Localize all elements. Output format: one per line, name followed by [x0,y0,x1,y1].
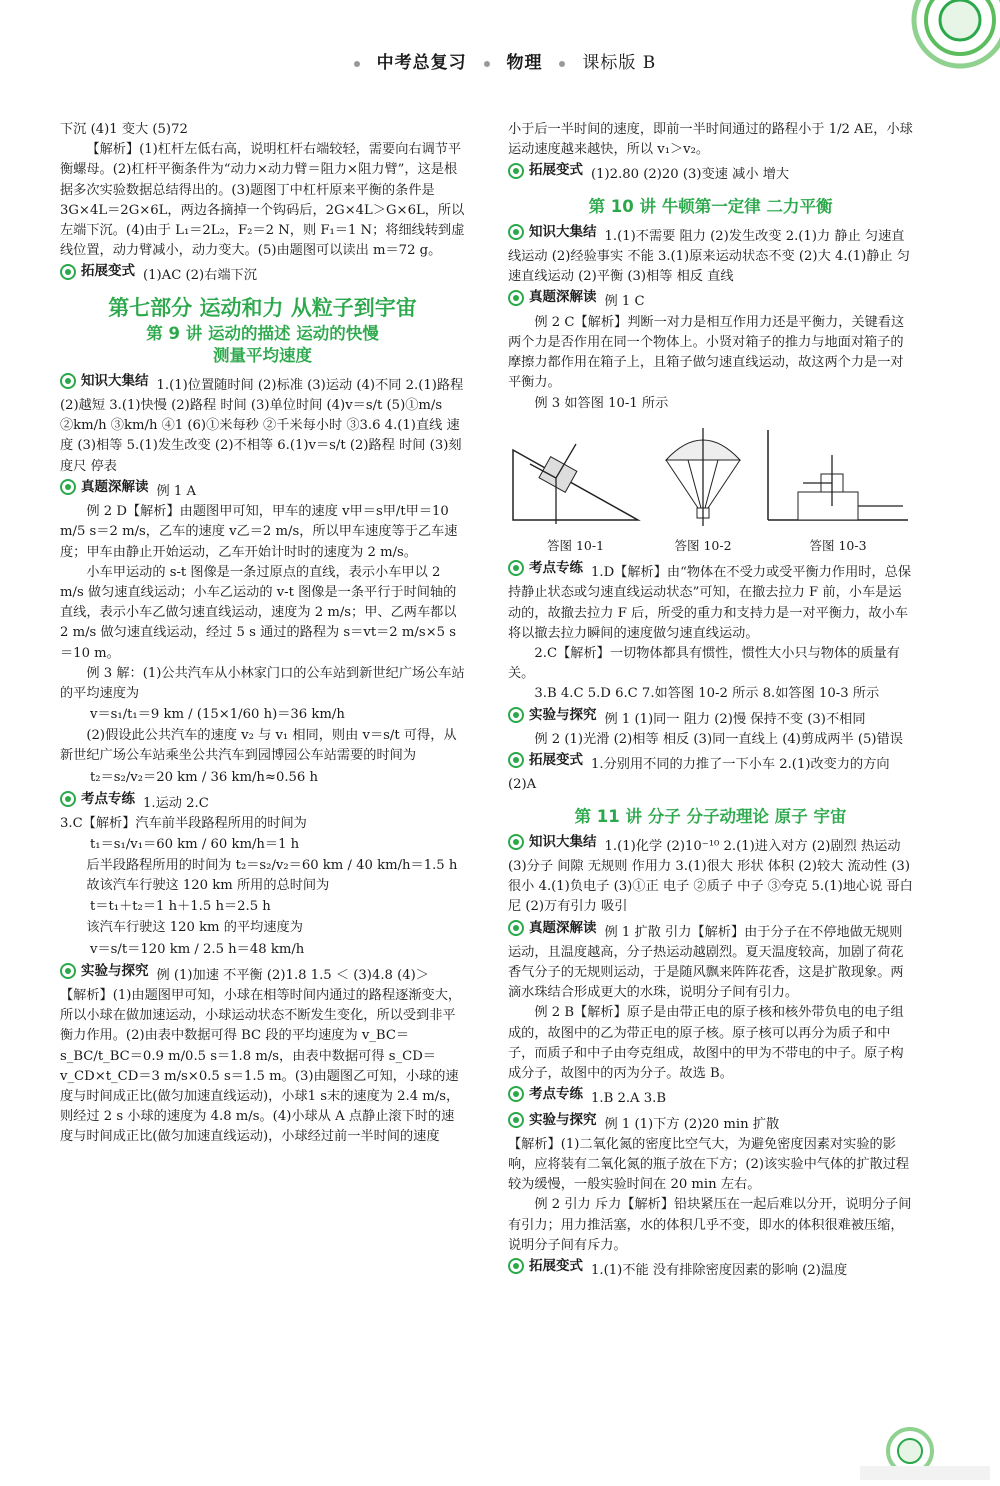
example-2-cont: 小车甲运动的 s-t 图像是一条过原点的直线，表示小车甲以 2 m/s 做匀速直线运动；小车乙运动的 v-t 图像是一条平行于时间轴的直线，表示小车乙做匀速直线运动，速度为 2 m/s；甲、乙两车都以 2 m/s 做匀速直线运动，经过 5 s 通过的路程为 s＝vt＝2 m/s×5 s＝10 m。 [60,564,457,661]
practice-3-text: 该汽车行驶这 120 km 的平均速度为 [86,920,303,936]
practice-3: 3.C【解析】汽车前半段路程所用的时间为 [60,815,307,831]
section-icon [508,1258,524,1274]
lesson-subtitle: 测量平均速度 [213,345,312,365]
extension-row: 拓展变式 (1)2.80 (2)20 (3)变速 减小 增大 [508,160,913,185]
section-icon [508,1112,524,1128]
left-column [60,120,465,1148]
lesson-10-title: 第 10 讲 牛顿第一定律 二力平衡 [588,196,833,216]
knowledge-tag: 知识大集结 [508,222,597,242]
extension-row: 拓展变式 1.分别用不同的力推了一下小车 2.(1)改变力的方向 (2)A [508,752,890,793]
parachute-diagram [658,420,748,530]
real-exam-row: 真题深解读 例 1 C [508,287,913,312]
figure-10-1 [508,420,643,556]
experiment-tag: 实验与探究 [60,961,149,981]
extension-tag: 拓展变式 [508,160,583,180]
example-3: 例 3 解：(1)公共汽车从小林家门口的公车站到新世纪广场公车站的平均速度为 [60,665,465,701]
formula: t₁＝s₁/v₁＝60 km / 60 km/h＝1 h [90,837,300,853]
experiment-example-2: 例 2 引力 斥力【解析】铅块紧压在一起后难以分开，说明分子间有引力；用力推活塞，水的体积几乎不变，即水的体积很难被压缩，说明分子间有斥力。 [508,1197,912,1253]
section-icon [60,963,76,979]
real-exam-row: 真题深解读 例 1 扩散 引力【解析】由于分子在不停地做无规则运动，且温度越高，分子热运动越剧烈。夏天温度较高，加剧了荷花香气分子的无规则运动，于是随风飘来阵阵花香，这是扩散现象。两滴水珠结合形成更大的水珠，说明分子间有引力。 [508,919,904,1001]
knowledge-tag: 知识大集结 [60,371,149,391]
real-exam-row: 真题深解读 例 1 A [60,477,465,502]
practice-3-8: 3.B 4.C 5.D 6.C 7.如答图 10-2 所示 8.如答图 10-3 所示 [534,686,880,702]
example-2: 例 2 B【解析】原子是由带正电的原子核和核外带负电的电子组成的，故图中的乙为带正电的原子核。原子核可以再分为质子和中子，而质子和中子由夸克组成，故图中的甲为不带电的中子。原子构成分子，故图中的丙为分子。故选 B。 [508,1005,904,1082]
extension-row: 拓展变式 (1)AC (2)右端下沉 [60,261,465,286]
figure-caption: 答图 10-1 [546,537,605,553]
section-icon [60,373,76,389]
real-exam-tag: 真题深解读 [508,287,597,307]
stacked-blocks-diagram [763,420,913,530]
example-3: 例 3 如答图 10-1 所示 [534,395,669,411]
section-icon [508,920,524,936]
experiment-analysis: 【解析】(1)由题图甲可知，小球在相等时间内通过的路程逐渐变大，所以小球在做加速运动，小球运动状态不断发生变化，所以受到非平衡力作用。(2)由表中数据可得 BC 段的平均速度为 v_BC＝s_BC/t_BC＝0.9 m/0.5 s＝1.8 m/s，由表中数据可得 s_CD＝v_CD×t_CD＝3 m/s×0.5 s＝1.5 m。(3)由题图乙可知，小球的速度与时间成正比(做匀加速直线运动)，小球1 s末的速度为 2.4 m/s，则经过 2 s 小球的速度为 4.8 m/s。(4)小球从 A 点静止滚下时的速度与时间成正比(做匀加速直线运动)，小球经过前一半时间的速度 [60,987,462,1145]
continued-analysis: 小于后一半时间的速度，即前一半时间通过的路程小于 1/2 AE，小球运动速度越来越快，所以 v₁＞v₂。 [508,122,913,158]
section-icon [508,752,524,768]
experiment-tag: 实验与探究 [508,705,597,725]
right-column [508,120,913,1281]
experiment-analysis: 【解析】(1)二氧化氮的密度比空气大，为避免密度因素对实验的影响，应将装有二氧化氮的瓶子放在下方；(2)该实验中气体的扩散过程较为缓慢，一般实验时间在 20 min 左右。 [508,1136,910,1193]
formula: v＝s/t＝120 km / 2.5 h＝48 km/h [90,941,305,957]
extension-tag: 拓展变式 [508,750,583,770]
edition-label: 课标版 B [582,53,657,73]
practice-row: 考点专练 1.运动 2.C [60,789,465,814]
page-header [0,48,1000,73]
knowledge-row: 知识大集结 1.(1)化学 (2)10⁻¹⁰ 2.(1)进入对方 (2)剧烈 热运动 (3)分子 间隙 无规则 作用力 3.(1)很大 形状 体积 (2)较大 流动性 (3)很小 4.(1)负电子 (3)①正 电子 ②质子 中子 ③夸克 5.(1)地心说 哥白尼 (2)万有引力 吸引 [508,833,913,915]
section-icon [60,791,76,807]
extension-row: 拓展变式 1.(1)不能 没有排除密度因素的影响 (2)温度 [508,1256,913,1281]
knowledge-tag: 知识大集结 [508,832,597,852]
part-title: 第七部分 运动和力 从粒子到宇宙 [108,295,417,320]
experiment-2: 例 2 (1)光滑 (2)相等 相反 (3)同一直线上 (4)剪成两半 (5)错误 [534,731,903,747]
section-icon [508,560,524,576]
figure-10-3 [763,420,913,556]
answer-line: 下沉 (4)1 变大 (5)72 [60,122,188,137]
section-icon [508,290,524,306]
section-icon [60,479,76,495]
formula: t＝t₁＋t₂＝1 h＋1.5 h＝2.5 h [90,899,271,915]
section-icon [60,264,76,280]
lesson-title: 第 9 讲 运动的描述 运动的快慢 [146,323,379,343]
example-2: 例 2 C【解析】判断一对力是相互作用力还是平衡力，关键看这两个力是否作用在同一个物体上。小贤对箱子的推力与地面对箱子的摩擦力都作用在箱子上，且箱子做匀速直线运动，故这两个力是一对平衡力。 [508,314,905,391]
figure-caption: 答图 10-3 [809,537,867,553]
section-icon [508,707,524,723]
figure-caption: 答图 10-2 [674,537,732,553]
formula: v＝s₁/t₁＝9 km / (15×1/60 h)＝36 km/h [90,707,345,723]
practice-3-text: 后半段路程所用的时间为 t₂＝s₂/v₂＝60 km / 40 km/h＝1.5 h [86,858,458,874]
figure-10-2 [658,420,748,556]
section-icon [508,163,524,179]
experiment-row: 实验与探究 例 1 (1)同一 阻力 (2)慢 保持不变 (3)不相同 [508,705,913,730]
example-2: 例 2 D【解析】由题图甲可知，甲车的速度 v甲＝s甲/t甲＝10 m/5 s＝2 m/s，乙车的速度 v乙＝2 m/s，所以甲车速度等于乙车速度；甲车由静止开始运动，乙车开始计时时的速度为 2 m/s。 [60,504,458,560]
subject-label: 物理 [506,53,543,73]
incline-diagram [508,420,643,530]
section-icon [508,224,524,240]
knowledge-row: 知识大集结 1.(1)位置随时间 (2)标准 (3)运动 (4)不同 2.(1)路程 (2)越短 3.(1)快慢 (2)路程 时间 (3)单位时间 (4)v＝s/t (5)①m/s ②km/h ③km/h ④1 (6)①米每秒 ②千米每小时 ③3.6 4.(1)直线 速度 (3)相等 5.(1)发生改变 (2)不相等 6.(1)v＝s/t (2)路程 时间 (3)刻度尺 停表 [60,372,464,474]
example-3-part2: (2)假设此公共汽车的速度 v₂ 与 v₁ 相同，则由 v＝s/t 可得，从新世纪广场公车站乘坐公共汽车到园博园公车站需要的时间为 [60,728,457,764]
practice-2: 2.C【解析】一切物体都具有惯性，惯性大小只与物体的质量有关。 [508,646,900,682]
figure-row [508,420,913,556]
real-exam-tag: 真题深解读 [60,477,149,497]
experiment-tag: 实验与探究 [508,1110,597,1130]
practice-row: 考点专练 1.B 2.A 3.B [508,1084,913,1109]
book-title: 中考总复习 [376,53,467,73]
extension-tag: 拓展变式 [508,1256,583,1276]
knowledge-row: 知识大集结 1.(1)不需要 阻力 (2)发生改变 2.(1)力 静止 匀速直线运动 (2)经验事实 不能 3.(1)原来运动状态不变 (2)大 4.(1)静止 匀速直线运动 (2)平衡 (3)相等 相反 直线 [508,223,910,285]
section-icon [508,834,524,850]
extension-tag: 拓展变式 [60,261,135,281]
experiment-row: 实验与探究 例 (1)加速 不平衡 (2)1.8 1.5 ＜ (3)4.8 (4)＞ [60,961,465,986]
practice-row: 考点专练 1.D【解析】由“物体在不受力或受平衡力作用时，总保持静止状态或匀速直线运动状态”可知，在撤去拉力 F 前，小车是运动的，故撤去拉力 F 后，所受的重力和支持力是一对平衡力，故小车将以撤去拉力瞬间的速度做匀速直线运动。 [508,560,912,641]
watermark-decoration [840,1396,1000,1486]
practice-tag: 考点专练 [508,1084,583,1104]
experiment-row: 实验与探究 例 1 (1)下方 (2)20 min 扩散 [508,1110,913,1135]
section-icon [508,1086,524,1102]
practice-tag: 考点专练 [60,789,135,809]
real-exam-tag: 真题深解读 [508,918,597,938]
corner-decoration [898,0,1000,90]
practice-3-text: 故该汽车行驶这 120 km 所用的总时间为 [86,878,330,894]
lesson-11-title: 第 11 讲 分子 分子动理论 原子 宇宙 [574,806,847,826]
formula: t₂＝s₂/v₂＝20 km / 36 km/h≈0.56 h [90,769,318,785]
analysis-paragraph: 【解析】(1)杠杆左低右高，说明杠杆右端较轻，需要向右调节平衡螺母。(2)杠杆平衡条件为“动力×动力臂＝阻力×阻力臂”，这是根据多次实验数据总结得出的。(3)题图丁中杠杆原来平衡的条件是3G×4L＝2G×6L，两边各摘掉一个钩码后，2G×4L＞G×6L，所以左端下沉。(4)由于 L₁＝2L₂，F₂＝2 N，则 F₁＝1 N；将细线转到虚线位置，动力臂减小，动力变大。(5)由题图可以读出 m＝72 g。 [60,142,465,259]
practice-tag: 考点专练 [508,558,583,578]
